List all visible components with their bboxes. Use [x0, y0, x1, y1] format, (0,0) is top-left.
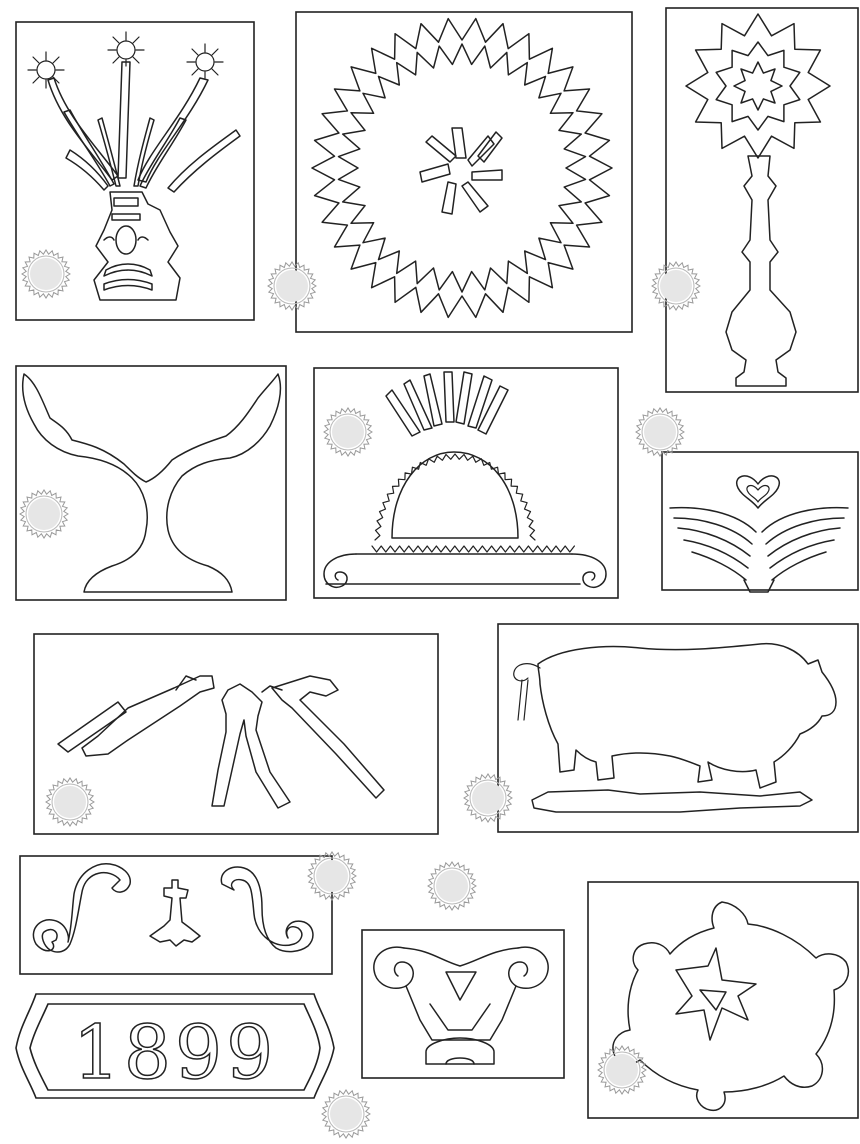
panel-frame: [296, 12, 632, 332]
baluster-icon: [726, 156, 796, 386]
scroll-icon: [324, 554, 606, 587]
sun-ring-icon: [312, 19, 612, 318]
claw-hammer-icon: [272, 676, 384, 798]
base-fringe-icon: [372, 546, 574, 552]
heart-icon: [737, 476, 780, 508]
panel-frame: [662, 452, 858, 590]
pincers-icon: [212, 684, 290, 808]
capital-icon: [404, 948, 518, 1064]
rosette-icon: [464, 774, 512, 822]
quatrefoil-icon: [613, 902, 848, 1110]
rosette-icon: [322, 1090, 370, 1138]
scroll-right-icon: [221, 867, 313, 952]
spiral-left-icon: [374, 947, 413, 988]
panel-chalice: [16, 366, 286, 600]
panel-heart-fan: [662, 452, 858, 592]
pig-icon: [538, 644, 836, 788]
tail-icon: [514, 664, 540, 720]
panel-tools: [34, 634, 438, 834]
rosette-icon: [652, 262, 700, 310]
panel-frame: [498, 624, 858, 832]
panel-sunburst: [296, 12, 632, 332]
star-cross-icon: [676, 948, 756, 1040]
spiral-right-icon: [509, 947, 548, 988]
rosette-icon: [268, 262, 316, 310]
panel-frame: [666, 8, 858, 392]
cross-icon: [150, 880, 200, 946]
ground-icon: [532, 790, 812, 812]
panel-pig: [498, 624, 858, 832]
dome-icon: [392, 452, 518, 538]
star-icon: [686, 14, 830, 158]
fan-icon: [670, 508, 848, 592]
chalice-icon: [23, 374, 281, 592]
vase-icon: [94, 192, 180, 300]
flower-icon: [28, 32, 223, 88]
leaves-icon: [48, 62, 240, 192]
rosette-icon: [22, 250, 70, 298]
panel-sun-pillar: [666, 8, 858, 392]
rosette-icon: [636, 408, 684, 456]
rosette-icon: [46, 778, 94, 826]
panel-frame: [314, 368, 618, 598]
spokes-icon: [420, 128, 502, 214]
rosette-icon: [20, 490, 68, 538]
panel-frame: [16, 366, 286, 600]
year-text: 1899: [72, 1010, 278, 1096]
panel-half-sun: [314, 368, 618, 598]
panel-year-plaque: [16, 994, 334, 1098]
panel-frame: [362, 930, 564, 1078]
rosette-icon: [428, 862, 476, 910]
rays-icon: [386, 372, 508, 436]
hammer-icon: [58, 676, 214, 756]
scroll-left-icon: [33, 864, 130, 952]
panel-scrolls: [20, 856, 332, 974]
rosette-icon: [324, 408, 372, 456]
panel-ionic: [362, 930, 564, 1078]
rosette-icon: [598, 1046, 646, 1094]
panel-frame: [20, 856, 332, 974]
